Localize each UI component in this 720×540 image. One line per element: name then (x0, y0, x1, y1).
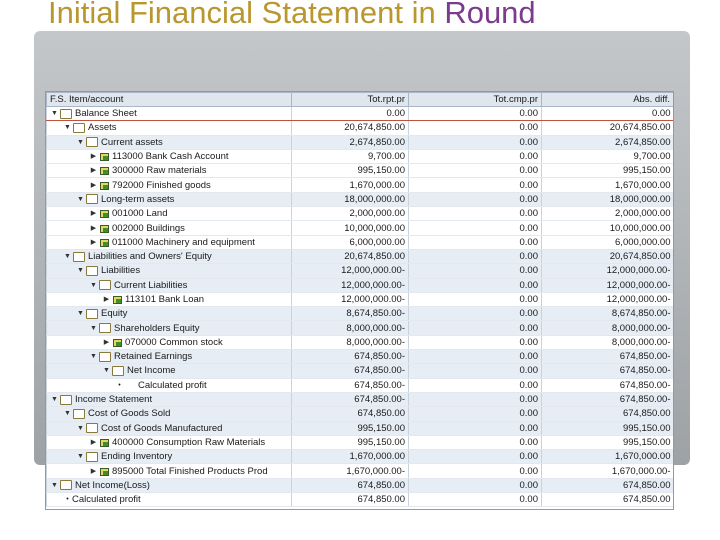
row-label: Net Income(Loss) (75, 479, 150, 491)
absolute-difference-value: 674,850.00- (542, 350, 674, 364)
table-row[interactable] (47, 364, 674, 378)
row-label: 300000 Raw materials (112, 165, 207, 177)
account-icon (99, 467, 109, 476)
row-label: 113000 Bank Cash Account (112, 151, 229, 163)
absolute-difference-value: 995,150.00 (542, 421, 674, 435)
collapse-arrow-icon[interactable]: ▼ (77, 138, 84, 146)
comparison-period-value: 0.00 (409, 307, 542, 321)
expand-arrow-icon[interactable]: ▶ (90, 224, 97, 232)
folder-icon (86, 194, 98, 204)
row-label: Net Income (127, 365, 176, 377)
table-row[interactable] (47, 435, 674, 449)
comparison-period-value: 0.00 (409, 192, 542, 206)
tree-cell[interactable] (47, 407, 292, 421)
tree-cell[interactable] (47, 192, 292, 206)
tree-cell[interactable] (47, 321, 292, 335)
folder-icon (86, 137, 98, 147)
bullet-icon: • (66, 496, 69, 504)
folder-icon (73, 409, 85, 419)
comparison-period-value: 0.00 (409, 493, 542, 507)
comparison-period-value: 0.00 (409, 207, 542, 221)
row-label: 001000 Land (112, 208, 168, 220)
tree-cell[interactable] (47, 221, 292, 235)
table-body (47, 107, 674, 507)
table-row[interactable] (47, 493, 674, 507)
tree-cell[interactable] (47, 278, 292, 292)
row-label: Shareholders Equity (114, 322, 200, 334)
account-icon (99, 166, 109, 175)
absolute-difference-value: 9,700.00 (542, 149, 674, 163)
column-header-reporting-period[interactable]: Tot.rpt.pr (292, 93, 409, 107)
absolute-difference-value: 2,000,000.00 (542, 207, 674, 221)
account-icon (99, 181, 109, 190)
tree-cell[interactable] (47, 178, 292, 192)
tree-cell[interactable] (47, 292, 292, 306)
folder-icon (73, 252, 85, 262)
reporting-period-value: 995,150.00 (292, 421, 409, 435)
reporting-period-value: 12,000,000.00- (292, 264, 409, 278)
tree-cell[interactable] (47, 478, 292, 492)
tree-cell[interactable] (47, 135, 292, 149)
table-row[interactable] (47, 249, 674, 263)
account-icon (112, 295, 122, 304)
tree-cell[interactable] (47, 335, 292, 349)
table-row[interactable] (47, 335, 674, 349)
reporting-period-value: 12,000,000.00- (292, 278, 409, 292)
table-row[interactable] (47, 421, 674, 435)
reporting-period-value: 674,850.00- (292, 350, 409, 364)
folder-icon (99, 280, 111, 290)
row-label: Calculated profit (72, 494, 141, 506)
absolute-difference-value: 1,670,000.00 (542, 178, 674, 192)
folder-icon (112, 366, 124, 376)
reporting-period-value: 8,000,000.00- (292, 335, 409, 349)
folder-icon (60, 480, 72, 490)
absolute-difference-value: 20,674,850.00 (542, 121, 674, 135)
comparison-period-value: 0.00 (409, 292, 542, 306)
expand-arrow-icon[interactable]: ▶ (90, 238, 97, 246)
slide-title-main: Initial Financial Statement in (48, 0, 445, 30)
folder-icon (86, 309, 98, 319)
tree-cell[interactable] (47, 392, 292, 406)
comparison-period-value: 0.00 (409, 350, 542, 364)
table-row[interactable] (47, 207, 674, 221)
absolute-difference-value: 674,850.00 (542, 478, 674, 492)
comparison-period-value: 0.00 (409, 264, 542, 278)
tree-cell[interactable] (47, 121, 292, 135)
folder-icon (86, 266, 98, 276)
comparison-period-value: 0.00 (409, 107, 542, 121)
account-icon (99, 152, 109, 161)
absolute-difference-value: 674,850.00 (542, 407, 674, 421)
bullet-icon: • (118, 381, 121, 389)
comparison-period-value: 0.00 (409, 435, 542, 449)
expand-arrow-icon[interactable]: ▶ (90, 153, 97, 161)
reporting-period-value: 674,850.00 (292, 478, 409, 492)
fs-table (46, 92, 674, 507)
reporting-period-value: 8,674,850.00- (292, 307, 409, 321)
collapse-arrow-icon[interactable]: ▼ (90, 324, 97, 332)
table-row[interactable] (47, 192, 674, 206)
table-row[interactable] (47, 292, 674, 306)
comparison-period-value: 0.00 (409, 164, 542, 178)
reporting-period-value: 12,000,000.00- (292, 292, 409, 306)
reporting-period-value: 2,674,850.00 (292, 135, 409, 149)
expand-arrow-icon[interactable]: ▶ (90, 167, 97, 175)
tree-cell[interactable] (47, 235, 292, 249)
collapse-arrow-icon[interactable]: ▼ (77, 267, 84, 275)
table-row[interactable] (47, 407, 674, 421)
row-label: Cost of Goods Manufactured (101, 422, 223, 434)
reporting-period-value: 1,670,000.00- (292, 464, 409, 478)
expand-arrow-icon[interactable]: ▶ (90, 467, 97, 475)
absolute-difference-value: 8,000,000.00- (542, 335, 674, 349)
account-icon (99, 238, 109, 247)
comparison-period-value: 0.00 (409, 421, 542, 435)
comparison-period-value: 0.00 (409, 478, 542, 492)
comparison-period-value: 0.00 (409, 450, 542, 464)
reporting-period-value: 10,000,000.00 (292, 221, 409, 235)
reporting-period-value: 2,000,000.00 (292, 207, 409, 221)
row-label: 070000 Common stock (125, 336, 223, 348)
folder-icon (73, 123, 85, 133)
comparison-period-value: 0.00 (409, 392, 542, 406)
account-icon (99, 224, 109, 233)
absolute-difference-value: 2,674,850.00 (542, 135, 674, 149)
table-row[interactable] (47, 264, 674, 278)
table-row[interactable] (47, 478, 674, 492)
comparison-period-value: 0.00 (409, 378, 542, 392)
reporting-period-value: 8,000,000.00- (292, 321, 409, 335)
row-label: Balance Sheet (75, 108, 137, 120)
table-row[interactable] (47, 178, 674, 192)
expand-arrow-icon[interactable]: ▶ (90, 210, 97, 218)
reporting-period-value: 9,700.00 (292, 149, 409, 163)
tree-cell[interactable] (47, 264, 292, 278)
tree-cell[interactable] (47, 464, 292, 478)
table-row[interactable] (47, 464, 674, 478)
comparison-period-value: 0.00 (409, 149, 542, 163)
folder-icon (86, 452, 98, 462)
collapse-arrow-icon[interactable]: ▼ (77, 310, 84, 318)
tree-cell[interactable] (47, 378, 292, 392)
table-row[interactable] (47, 107, 674, 121)
tree-cell[interactable] (47, 107, 292, 121)
table-row[interactable] (47, 350, 674, 364)
table-row[interactable] (47, 392, 674, 406)
absolute-difference-value: 995,150.00 (542, 435, 674, 449)
table-row[interactable] (47, 378, 674, 392)
collapse-arrow-icon[interactable]: ▼ (64, 410, 71, 418)
collapse-arrow-icon[interactable]: ▼ (90, 281, 97, 289)
absolute-difference-value: 1,670,000.00- (542, 464, 674, 478)
row-label: Income Statement (75, 394, 153, 406)
absolute-difference-value: 674,850.00- (542, 392, 674, 406)
expand-arrow-icon[interactable]: ▶ (103, 338, 110, 346)
tree-cell[interactable] (47, 350, 292, 364)
reporting-period-value: 1,670,000.00 (292, 178, 409, 192)
tree-cell[interactable] (47, 493, 292, 507)
absolute-difference-value: 674,850.00- (542, 378, 674, 392)
comparison-period-value: 0.00 (409, 121, 542, 135)
account-icon (99, 209, 109, 218)
folder-icon (99, 352, 111, 362)
collapse-arrow-icon[interactable]: ▼ (51, 481, 58, 489)
table-row[interactable] (47, 135, 674, 149)
tree-cell[interactable] (47, 149, 292, 163)
row-label: 113101 Bank Loan (125, 294, 205, 306)
column-header-comparison-period[interactable]: Tot.cmp.pr (409, 93, 542, 107)
table-row[interactable] (47, 450, 674, 464)
row-label: Current assets (101, 136, 163, 148)
absolute-difference-value: 12,000,000.00- (542, 278, 674, 292)
reporting-period-value: 20,674,850.00 (292, 249, 409, 263)
row-label: 400000 Consumption Raw Materials (112, 436, 266, 448)
reporting-period-value: 674,850.00 (292, 493, 409, 507)
absolute-difference-value: 10,000,000.00 (542, 221, 674, 235)
absolute-difference-value: 674,850.00- (542, 364, 674, 378)
collapse-arrow-icon[interactable]: ▼ (77, 453, 84, 461)
row-label: 895000 Total Finished Products Prod (112, 465, 268, 477)
absolute-difference-value: 12,000,000.00- (542, 264, 674, 278)
comparison-period-value: 0.00 (409, 407, 542, 421)
tree-cell[interactable] (47, 164, 292, 178)
row-label: 002000 Buildings (112, 222, 185, 234)
table-row[interactable] (47, 121, 674, 135)
comparison-period-value: 0.00 (409, 235, 542, 249)
financial-statement-tree-table[interactable] (45, 91, 674, 510)
tree-cell[interactable] (47, 450, 292, 464)
tree-cell[interactable] (47, 207, 292, 221)
reporting-period-value: 674,850.00- (292, 378, 409, 392)
comparison-period-value: 0.00 (409, 178, 542, 192)
account-icon (99, 438, 109, 447)
tree-cell[interactable] (47, 307, 292, 321)
table-row[interactable] (47, 321, 674, 335)
row-label: Calculated profit (138, 379, 207, 391)
header-row (47, 93, 674, 107)
reporting-period-value: 18,000,000.00 (292, 192, 409, 206)
comparison-period-value: 0.00 (409, 135, 542, 149)
comparison-period-value: 0.00 (409, 321, 542, 335)
comparison-period-value: 0.00 (409, 335, 542, 349)
comparison-period-value: 0.00 (409, 278, 542, 292)
comparison-period-value: 0.00 (409, 464, 542, 478)
reporting-period-value: 6,000,000.00 (292, 235, 409, 249)
row-label: Liabilities (101, 265, 141, 277)
table-row[interactable] (47, 164, 674, 178)
absolute-difference-value: 8,674,850.00- (542, 307, 674, 321)
reporting-period-value: 674,850.00- (292, 392, 409, 406)
absolute-difference-value: 6,000,000.00 (542, 235, 674, 249)
row-label: Equity (101, 308, 128, 320)
account-icon (112, 338, 122, 347)
folder-icon (60, 395, 72, 405)
collapse-arrow-icon[interactable]: ▼ (51, 396, 58, 404)
absolute-difference-value: 8,000,000.00- (542, 321, 674, 335)
table-row[interactable] (47, 149, 674, 163)
folder-icon (60, 109, 72, 119)
reporting-period-value: 1,670,000.00 (292, 450, 409, 464)
expand-arrow-icon[interactable]: ▶ (103, 296, 110, 303)
absolute-difference-value: 995,150.00 (542, 164, 674, 178)
reporting-period-value: 0.00 (292, 107, 409, 121)
slide-title-accent: Round (444, 0, 536, 30)
reporting-period-value: 674,850.00- (292, 364, 409, 378)
reporting-period-value: 995,150.00 (292, 164, 409, 178)
collapse-arrow-icon[interactable]: ▼ (51, 110, 58, 118)
comparison-period-value: 0.00 (409, 221, 542, 235)
comparison-period-value: 0.00 (409, 364, 542, 378)
row-label: Assets (88, 122, 117, 134)
row-label: Current Liabilities (114, 279, 188, 291)
absolute-difference-value: 1,670,000.00 (542, 450, 674, 464)
tree-cell[interactable] (47, 421, 292, 435)
row-label: Long-term assets (101, 193, 175, 205)
row-label: Ending Inventory (101, 451, 173, 463)
absolute-difference-value: 674,850.00 (542, 493, 674, 507)
tree-cell[interactable] (47, 364, 292, 378)
collapse-arrow-icon[interactable]: ▼ (64, 124, 71, 132)
column-header-item[interactable]: F.S. Item/account (47, 93, 292, 107)
reporting-period-value: 674,850.00 (292, 407, 409, 421)
comparison-period-value: 0.00 (409, 249, 542, 263)
reporting-period-value: 995,150.00 (292, 435, 409, 449)
folder-icon (99, 323, 111, 333)
collapse-arrow-icon[interactable]: ▼ (90, 353, 97, 361)
table-row[interactable] (47, 278, 674, 292)
expand-arrow-icon[interactable]: ▶ (90, 181, 97, 189)
table-row[interactable] (47, 221, 674, 235)
tree-cell[interactable] (47, 249, 292, 263)
row-label: Liabilities and Owners' Equity (88, 251, 212, 263)
column-header-absolute-difference[interactable]: Abs. diff. (542, 93, 674, 107)
row-label: 011000 Machinery and equipment (112, 236, 255, 248)
collapse-arrow-icon[interactable]: ▼ (64, 253, 71, 261)
table-row[interactable] (47, 307, 674, 321)
row-label: Cost of Goods Sold (88, 408, 171, 420)
absolute-difference-value: 0.00 (542, 107, 674, 121)
expand-arrow-icon[interactable]: ▶ (90, 438, 97, 446)
collapse-arrow-icon[interactable]: ▼ (77, 195, 84, 203)
folder-icon (86, 423, 98, 433)
reporting-period-value: 20,674,850.00 (292, 121, 409, 135)
row-label: Retained Earnings (114, 351, 193, 363)
absolute-difference-value: 12,000,000.00- (542, 292, 674, 306)
collapse-arrow-icon[interactable]: ▼ (77, 424, 84, 432)
table-row[interactable] (47, 235, 674, 249)
absolute-difference-value: 18,000,000.00 (542, 192, 674, 206)
absolute-difference-value: 20,674,850.00 (542, 249, 674, 263)
collapse-arrow-icon[interactable]: ▼ (103, 367, 110, 375)
row-label: 792000 Finished goods (112, 179, 211, 191)
tree-cell[interactable] (47, 435, 292, 449)
